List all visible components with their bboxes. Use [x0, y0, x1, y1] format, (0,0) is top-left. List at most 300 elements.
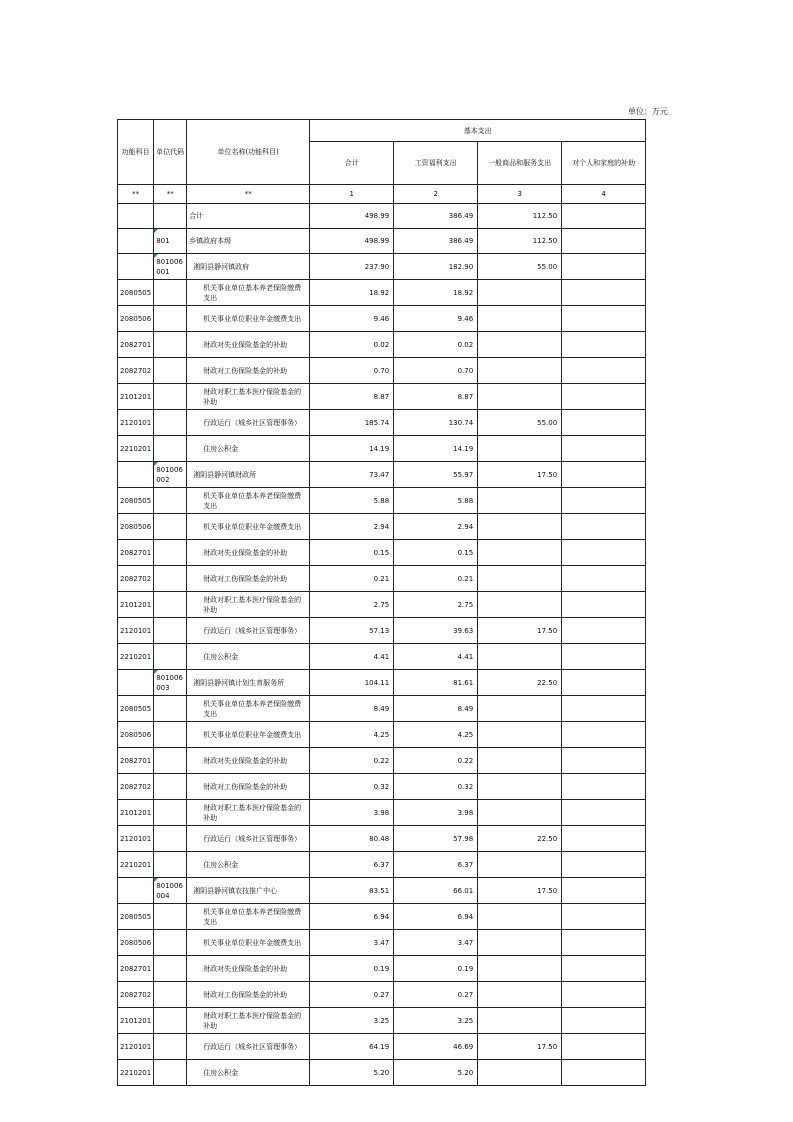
subsidy-cell: [562, 1008, 646, 1034]
unit-name-cell: 财政对工伤保险基金的补助: [187, 774, 310, 800]
subsidy-cell: [562, 722, 646, 748]
unit-code-cell: [154, 826, 187, 852]
func-code-cell: [118, 204, 154, 229]
salary-cell: 18.92: [394, 280, 478, 306]
table-row: [118, 930, 646, 956]
unit-code-cell: [154, 254, 187, 280]
subsidy-cell: [562, 670, 646, 696]
func-code-cell: 2101201: [118, 800, 154, 826]
unit-code-cell: [154, 618, 187, 644]
total-cell: 2.94: [310, 514, 394, 540]
unit-code-text: 801006003: [156, 673, 183, 692]
index-cell: 2: [394, 185, 478, 204]
subsidy-cell: [562, 800, 646, 826]
unit-label: 单位：万元: [628, 107, 668, 116]
goods-cell: [478, 566, 562, 592]
func-code-cell: 2210201: [118, 1060, 154, 1086]
func-code-cell: [118, 462, 154, 488]
func-code-cell: 2082702: [118, 566, 154, 592]
subsidy-cell: [562, 410, 646, 436]
unit-code-cell: [154, 592, 187, 618]
total-cell: 18.92: [310, 280, 394, 306]
salary-cell: 6.37: [394, 852, 478, 878]
func-code-cell: 2210201: [118, 644, 154, 670]
table-row: [118, 204, 646, 229]
goods-cell: [478, 852, 562, 878]
func-code-cell: 2082702: [118, 774, 154, 800]
goods-cell: [478, 930, 562, 956]
func-code-cell: 2080506: [118, 514, 154, 540]
func-code-cell: 2080505: [118, 696, 154, 722]
salary-cell: 0.21: [394, 566, 478, 592]
goods-cell: [478, 904, 562, 930]
total-cell: 0.15: [310, 540, 394, 566]
table-row: [118, 722, 646, 748]
unit-code-cell: [154, 306, 187, 332]
unit-code-text: 801006001: [156, 257, 183, 276]
goods-cell: [478, 332, 562, 358]
salary-cell: 55.97: [394, 462, 478, 488]
subsidy-cell: [562, 204, 646, 229]
index-cell: 4: [562, 185, 646, 204]
header-total: 合计: [310, 142, 394, 185]
unit-code-cell: [154, 904, 187, 930]
unit-name-cell: 合计: [187, 204, 310, 229]
goods-cell: [478, 514, 562, 540]
table-row: [118, 1060, 646, 1086]
unit-name-cell: 财政对职工基本医疗保险基金的补助: [187, 800, 310, 826]
table-row: [118, 800, 646, 826]
func-code-cell: 2082702: [118, 982, 154, 1008]
unit-code-cell: [154, 332, 187, 358]
salary-cell: 9.46: [394, 306, 478, 332]
subsidy-cell: [562, 982, 646, 1008]
unit-code-text: 801006004: [156, 881, 183, 900]
salary-cell: 8.87: [394, 384, 478, 410]
subsidy-cell: [562, 540, 646, 566]
unit-name-cell: 机关事业单位基本养老保险缴费支出: [187, 488, 310, 514]
func-code-cell: 2080506: [118, 306, 154, 332]
subsidy-cell: [562, 306, 646, 332]
total-cell: 3.47: [310, 930, 394, 956]
goods-cell: [478, 592, 562, 618]
goods-cell: 17.50: [478, 1034, 562, 1060]
goods-cell: [478, 800, 562, 826]
table-row: [118, 280, 646, 306]
table-row: [118, 852, 646, 878]
unit-name-cell: 财政对工伤保险基金的补助: [187, 358, 310, 384]
subsidy-cell: [562, 1060, 646, 1086]
salary-cell: 5.20: [394, 1060, 478, 1086]
subsidy-cell: [562, 384, 646, 410]
subsidy-cell: [562, 748, 646, 774]
unit-name-cell: 财政对职工基本医疗保险基金的补助: [187, 1008, 310, 1034]
total-cell: 14.19: [310, 436, 394, 462]
func-code-cell: 2120101: [118, 826, 154, 852]
salary-cell: 0.32: [394, 774, 478, 800]
unit-code-text: 801: [156, 237, 170, 245]
unit-code-text: 801006002: [156, 465, 183, 484]
unit-code-cell: [154, 514, 187, 540]
unit-code-cell: [154, 204, 187, 229]
salary-cell: 39.63: [394, 618, 478, 644]
subsidy-cell: [562, 1034, 646, 1060]
total-cell: 57.13: [310, 618, 394, 644]
unit-name-cell: 财政对工伤保险基金的补助: [187, 982, 310, 1008]
table-row: [118, 514, 646, 540]
total-cell: 83.51: [310, 878, 394, 904]
func-code-cell: [118, 670, 154, 696]
func-code-cell: 2082701: [118, 956, 154, 982]
unit-code-cell: [154, 722, 187, 748]
unit-name-cell: 住房公积金: [187, 436, 310, 462]
table-row: [118, 436, 646, 462]
salary-cell: 386.49: [394, 204, 478, 229]
table-row: [118, 384, 646, 410]
unit-code-cell: [154, 462, 187, 488]
table-row: [118, 618, 646, 644]
unit-name-cell: 机关事业单位基本养老保险缴费支出: [187, 696, 310, 722]
salary-cell: 5.88: [394, 488, 478, 514]
salary-cell: 3.47: [394, 930, 478, 956]
goods-cell: [478, 1060, 562, 1086]
table-row: [118, 410, 646, 436]
goods-cell: [478, 644, 562, 670]
subsidy-cell: [562, 852, 646, 878]
func-code-cell: [118, 229, 154, 254]
subsidy-cell: [562, 462, 646, 488]
goods-cell: [478, 384, 562, 410]
header-goods: 一般商品和服务支出: [478, 142, 562, 185]
func-code-cell: 2120101: [118, 410, 154, 436]
goods-cell: [478, 696, 562, 722]
subsidy-cell: [562, 229, 646, 254]
subsidy-cell: [562, 332, 646, 358]
func-code-cell: 2101201: [118, 384, 154, 410]
goods-cell: 22.50: [478, 670, 562, 696]
goods-cell: 112.50: [478, 229, 562, 254]
unit-name-cell: 财政对失业保险基金的补助: [187, 332, 310, 358]
subsidy-cell: [562, 254, 646, 280]
unit-name-cell: 行政运行（城乡社区管理事务）: [187, 618, 310, 644]
index-cell: 1: [310, 185, 394, 204]
unit-code-cell: [154, 540, 187, 566]
total-cell: 73.47: [310, 462, 394, 488]
unit-name-cell: 乡镇政府本级: [187, 229, 310, 254]
total-cell: 3.25: [310, 1008, 394, 1034]
goods-cell: [478, 982, 562, 1008]
table-row: [118, 592, 646, 618]
subsidy-cell: [562, 488, 646, 514]
unit-code-cell: [154, 1034, 187, 1060]
unit-name-cell: 行政运行（城乡社区管理事务）: [187, 410, 310, 436]
budget-table: [117, 119, 646, 1086]
unit-code-cell: [154, 229, 187, 254]
salary-cell: 8.49: [394, 696, 478, 722]
total-cell: 5.88: [310, 488, 394, 514]
table-row: [118, 462, 646, 488]
table-row: [118, 644, 646, 670]
unit-code-cell: [154, 982, 187, 1008]
func-code-cell: 2210201: [118, 852, 154, 878]
goods-cell: 55.00: [478, 410, 562, 436]
error-indicator-icon: [154, 670, 158, 674]
goods-cell: [478, 488, 562, 514]
salary-cell: 81.61: [394, 670, 478, 696]
salary-cell: 0.19: [394, 956, 478, 982]
table-row: [118, 358, 646, 384]
table-row: [118, 956, 646, 982]
unit-name-cell: 住房公积金: [187, 852, 310, 878]
total-cell: 8.49: [310, 696, 394, 722]
func-code-cell: 2080505: [118, 904, 154, 930]
unit-code-cell: [154, 878, 187, 904]
goods-cell: [478, 280, 562, 306]
total-cell: 185.74: [310, 410, 394, 436]
func-code-cell: 2080505: [118, 488, 154, 514]
total-cell: 0.21: [310, 566, 394, 592]
subsidy-cell: [562, 436, 646, 462]
func-code-cell: 2101201: [118, 1008, 154, 1034]
header-row-1: [118, 120, 646, 142]
func-code-cell: 2082702: [118, 358, 154, 384]
unit-name-cell: 机关事业单位职业年金缴费支出: [187, 722, 310, 748]
func-code-cell: 2082701: [118, 748, 154, 774]
total-cell: 6.94: [310, 904, 394, 930]
header-unit-code: 单位代码: [154, 120, 187, 185]
header-unit-name: 单位名称(功能科目): [187, 120, 310, 185]
unit-name-cell: 行政运行（城乡社区管理事务）: [187, 1034, 310, 1060]
salary-cell: 0.27: [394, 982, 478, 1008]
unit-code-cell: [154, 384, 187, 410]
unit-name-cell: 财政对工伤保险基金的补助: [187, 566, 310, 592]
unit-name-cell: 行政运行（城乡社区管理事务）: [187, 826, 310, 852]
unit-name-cell: 机关事业单位基本养老保险缴费支出: [187, 904, 310, 930]
header-subsidy: 对个人和家庭的补助: [562, 142, 646, 185]
unit-code-cell: [154, 566, 187, 592]
subsidy-cell: [562, 956, 646, 982]
salary-cell: 2.94: [394, 514, 478, 540]
error-indicator-icon: [154, 254, 158, 258]
total-cell: 4.25: [310, 722, 394, 748]
salary-cell: 2.75: [394, 592, 478, 618]
unit-name-cell: 机关事业单位职业年金缴费支出: [187, 306, 310, 332]
total-cell: 5.20: [310, 1060, 394, 1086]
goods-cell: [478, 1008, 562, 1034]
subsidy-cell: [562, 644, 646, 670]
unit-name-cell: 财政对失业保险基金的补助: [187, 540, 310, 566]
total-cell: 498.99: [310, 204, 394, 229]
total-cell: 3.98: [310, 800, 394, 826]
total-cell: 0.27: [310, 982, 394, 1008]
table-row: [118, 982, 646, 1008]
func-code-cell: 2080506: [118, 722, 154, 748]
unit-name-cell: 财政对职工基本医疗保险基金的补助: [187, 384, 310, 410]
error-indicator-icon: [154, 878, 158, 882]
goods-cell: 17.50: [478, 618, 562, 644]
total-cell: 0.22: [310, 748, 394, 774]
goods-cell: 22.50: [478, 826, 562, 852]
total-cell: 0.32: [310, 774, 394, 800]
func-code-cell: 2080506: [118, 930, 154, 956]
unit-name-cell: 机关事业单位职业年金缴费支出: [187, 930, 310, 956]
goods-cell: 112.50: [478, 204, 562, 229]
total-cell: 498.99: [310, 229, 394, 254]
total-cell: 8.87: [310, 384, 394, 410]
table-row: [118, 1008, 646, 1034]
salary-cell: 66.01: [394, 878, 478, 904]
table-row: [118, 670, 646, 696]
subsidy-cell: [562, 592, 646, 618]
error-indicator-icon: [154, 462, 158, 466]
goods-cell: 17.50: [478, 878, 562, 904]
func-code-cell: [118, 254, 154, 280]
unit-name-cell: 湘阴县静河镇计划生育服务所: [187, 670, 310, 696]
func-code-cell: 2120101: [118, 618, 154, 644]
unit-name-cell: 住房公积金: [187, 644, 310, 670]
salary-cell: 182.90: [394, 254, 478, 280]
goods-cell: [478, 956, 562, 982]
unit-name-cell: 住房公积金: [187, 1060, 310, 1086]
total-cell: 6.37: [310, 852, 394, 878]
unit-code-cell: [154, 748, 187, 774]
table-row: [118, 306, 646, 332]
total-cell: 2.75: [310, 592, 394, 618]
total-cell: 237.90: [310, 254, 394, 280]
table-row: [118, 774, 646, 800]
header-func-code: 功能科目: [118, 120, 154, 185]
unit-code-cell: [154, 696, 187, 722]
salary-cell: 57.98: [394, 826, 478, 852]
func-code-cell: 2210201: [118, 436, 154, 462]
table-row: [118, 696, 646, 722]
unit-code-cell: [154, 1008, 187, 1034]
total-cell: 0.70: [310, 358, 394, 384]
salary-cell: 46.69: [394, 1034, 478, 1060]
unit-code-cell: [154, 800, 187, 826]
header-basic-expense: 基本支出: [310, 120, 646, 142]
subsidy-cell: [562, 878, 646, 904]
unit-code-cell: [154, 488, 187, 514]
unit-code-cell: [154, 852, 187, 878]
unit-code-cell: [154, 930, 187, 956]
total-cell: 80.48: [310, 826, 394, 852]
subsidy-cell: [562, 904, 646, 930]
table-row: [118, 540, 646, 566]
subsidy-cell: [562, 774, 646, 800]
table-row: [118, 229, 646, 254]
func-code-cell: 2082701: [118, 332, 154, 358]
table-row: [118, 488, 646, 514]
goods-cell: [478, 436, 562, 462]
table-row: [118, 904, 646, 930]
salary-cell: 4.25: [394, 722, 478, 748]
header-salary: 工资福利支出: [394, 142, 478, 185]
table-row: [118, 748, 646, 774]
goods-cell: [478, 358, 562, 384]
subsidy-cell: [562, 618, 646, 644]
unit-code-cell: [154, 436, 187, 462]
salary-cell: 4.41: [394, 644, 478, 670]
subsidy-cell: [562, 514, 646, 540]
unit-name-cell: 湘阴县静河镇财政所: [187, 462, 310, 488]
unit-code-cell: [154, 774, 187, 800]
unit-code-cell: [154, 1060, 187, 1086]
subsidy-cell: [562, 930, 646, 956]
unit-code-cell: [154, 670, 187, 696]
func-code-cell: 2082701: [118, 540, 154, 566]
unit-name-cell: 湘阴县静河镇政府: [187, 254, 310, 280]
unit-code-cell: [154, 280, 187, 306]
goods-cell: [478, 774, 562, 800]
unit-code-cell: [154, 956, 187, 982]
goods-cell: [478, 722, 562, 748]
goods-cell: 55.00: [478, 254, 562, 280]
index-row: [118, 185, 646, 204]
goods-cell: 17.50: [478, 462, 562, 488]
total-cell: 0.19: [310, 956, 394, 982]
subsidy-cell: [562, 358, 646, 384]
unit-name-cell: 财政对失业保险基金的补助: [187, 748, 310, 774]
total-cell: 9.46: [310, 306, 394, 332]
func-code-cell: 2101201: [118, 592, 154, 618]
goods-cell: [478, 748, 562, 774]
salary-cell: 3.98: [394, 800, 478, 826]
index-cell: **: [118, 185, 154, 204]
unit-name-cell: 财政对失业保险基金的补助: [187, 956, 310, 982]
subsidy-cell: [562, 280, 646, 306]
salary-cell: 130.74: [394, 410, 478, 436]
unit-name-cell: 财政对职工基本医疗保险基金的补助: [187, 592, 310, 618]
func-code-cell: [118, 878, 154, 904]
subsidy-cell: [562, 566, 646, 592]
salary-cell: 0.02: [394, 332, 478, 358]
subsidy-cell: [562, 826, 646, 852]
subsidy-cell: [562, 696, 646, 722]
table-row: [118, 1034, 646, 1060]
unit-code-cell: [154, 644, 187, 670]
index-cell: **: [154, 185, 187, 204]
salary-cell: 386.49: [394, 229, 478, 254]
salary-cell: 0.70: [394, 358, 478, 384]
error-indicator-icon: [154, 229, 158, 233]
table-row: [118, 878, 646, 904]
table-row: [118, 566, 646, 592]
unit-name-cell: 湘阴县静河镇农技推广中心: [187, 878, 310, 904]
index-cell: **: [187, 185, 310, 204]
func-code-cell: 2080505: [118, 280, 154, 306]
table-row: [118, 332, 646, 358]
salary-cell: 0.22: [394, 748, 478, 774]
salary-cell: 14.19: [394, 436, 478, 462]
unit-name-cell: 机关事业单位基本养老保险缴费支出: [187, 280, 310, 306]
salary-cell: 6.94: [394, 904, 478, 930]
func-code-cell: 2120101: [118, 1034, 154, 1060]
total-cell: 4.41: [310, 644, 394, 670]
unit-code-cell: [154, 410, 187, 436]
index-cell: 3: [478, 185, 562, 204]
salary-cell: 3.25: [394, 1008, 478, 1034]
unit-name-cell: 机关事业单位职业年金缴费支出: [187, 514, 310, 540]
total-cell: 64.19: [310, 1034, 394, 1060]
goods-cell: [478, 306, 562, 332]
table-row: [118, 254, 646, 280]
table-row: [118, 826, 646, 852]
goods-cell: [478, 540, 562, 566]
salary-cell: 0.15: [394, 540, 478, 566]
total-cell: 0.02: [310, 332, 394, 358]
total-cell: 104.11: [310, 670, 394, 696]
